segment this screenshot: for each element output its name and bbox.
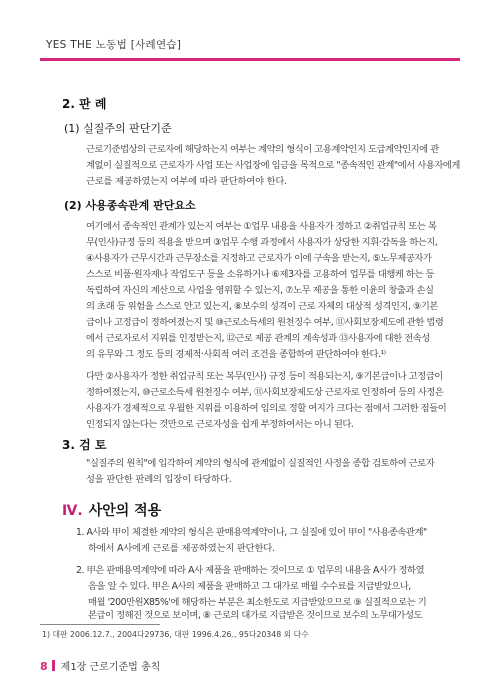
chapter-title: 제1장 근로기준법 총칙 [60,662,161,673]
running-header: YES THE 노동법 [사례연습] [46,39,182,51]
body-line: 성을 판단한 판례의 입장이 타당하다. [86,474,232,485]
roman-numeral: Ⅳ. [62,503,83,519]
body-line: ④사용자가 근무시간과 근무장소를 지정하고 근로자가 이에 구속을 받는지, ⑤노무제공자가 [86,253,432,264]
page-footer [40,658,160,673]
body-line: 독립하여 자신의 계산으로 사업을 영위할 수 있는지, ⑦노무 제공을 통한 이윤의 창출과 손실 [86,285,434,296]
body-line: 여기에서 종속적인 관계가 있는지 여부는 ①업무 내용을 사용자가 정하고 ②취업규칙 또는 복 [86,221,437,232]
subsection-heading-substance: (1) 실질주의 판단기준 [64,122,172,135]
body-line: 근로를 제공하였는지 여부에 따라 판단하여야 한다. [86,176,287,187]
chapter-heading-application [62,500,161,520]
body-line: 의 유무와 그 정도 등의 경제적·사회적 여러 조건을 종합하여 판단하여야 한다.¹⁾ [86,349,386,360]
page-number: 8 [40,660,48,673]
body-line: 매월 '200만원X85%'에 해당하는 부분은 최소한도로 지급받았으므로 ⑨ 실질적으로는 기 [88,597,427,608]
body-line: 다만 ②사용자가 정한 취업규칙 또는 복무(인사) 규정 등이 적용되는지, ⑨기본급이나 고정급이 [86,371,443,382]
body-line: 무(인사)규정 등의 적용을 받으며 ③업무 수행 과정에서 사용자가 상당한 지휘·감독을 하는지, [86,237,438,248]
section-heading-review: 3. 검 토 [62,438,107,452]
footnote: 1) 대판 2006.12.7., 2004다29736, 대판 1996.4.26., 95다20348 외 다수 [42,630,309,639]
body-line: 스스로 비품·원자재나 작업도구 등을 소유하거나 ⑥제3자를 고용하여 업무를 대행케 하는 등 [86,269,435,280]
body-line: 사용자가 경제적으로 우월한 지위를 이용하여 임의로 정할 여지가 크다는 점에서 그러한 점들이 [86,403,447,414]
body-line: 본급이 정해진 것으로 보이며, ⑧ 근로의 대가로 지급받은 것이므로 보수의 노무대가성도 [88,610,423,621]
body-line: 하에서 A사에게 근로를 제공하였는지 판단한다. [88,543,275,554]
body-line: 에서 근로자로서 지위를 인정받는지, ⑫근로 제공 관계의 계속성과 ⑬사용자에 대한 전속성 [86,333,430,344]
footnote-rule [40,624,160,625]
footer-divider [52,660,55,671]
body-line: 1. A사와 甲이 체결한 계약의 형식은 판매용역계약이나, 그 실질에 있어 甲이 "사용종속관계" [76,527,427,538]
body-line: 급이나 고정급이 정하여졌는지 및 ⑩근로소득세의 원천징수 여부, ⑪사회보장제도에 관한 법령 [86,317,444,328]
subsection-heading-factors: (2) 사용종속관계 판단요소 [64,199,196,212]
section-heading-precedents: 2. 판 례 [62,97,107,111]
body-line: 근로기준법상의 근로자에 해당하는지 여부는 계약의 형식이 고용계약인지 도급계약인지에 관 [86,144,439,155]
chapter-heading-text: 사안의 적용 [88,503,162,519]
body-line: "실질주의 원칙"에 입각하여 계약의 형식에 관계없이 실질적인 사정을 종합 검토하여 근로자 [86,458,435,469]
body-line: 의 초래 등 위험을 스스로 안고 있는지, ⑧보수의 성격이 근로 자체의 대상적 성격인지, ⑨기본 [86,301,438,312]
body-line: 음을 알 수 있다. 甲은 A사의 제품을 판매하고 그 대가로 매월 수수료를 지급받았으나, [88,581,411,592]
body-line: 2. 甲은 판매용역계약에 따라 A사 제품을 판매하는 것이므로 ① 업무의 내용을 A사가 정하였 [76,565,425,576]
body-line: 계없이 실질적으로 근로자가 사업 또는 사업장에 임금을 목적으로 "종속적인 관계"에서 사용자에게 [86,160,460,171]
body-line: 정하여졌는지, ⑩근로소득세 원천징수 여부, ⑪사회보장제도상 근로자로 인정하여 등의 사정은 [86,387,444,398]
body-line: 인정되지 않는다는 것만으로 근로자성을 쉽게 부정하여서는 아니 된다. [86,419,354,430]
header-rule [40,58,460,61]
